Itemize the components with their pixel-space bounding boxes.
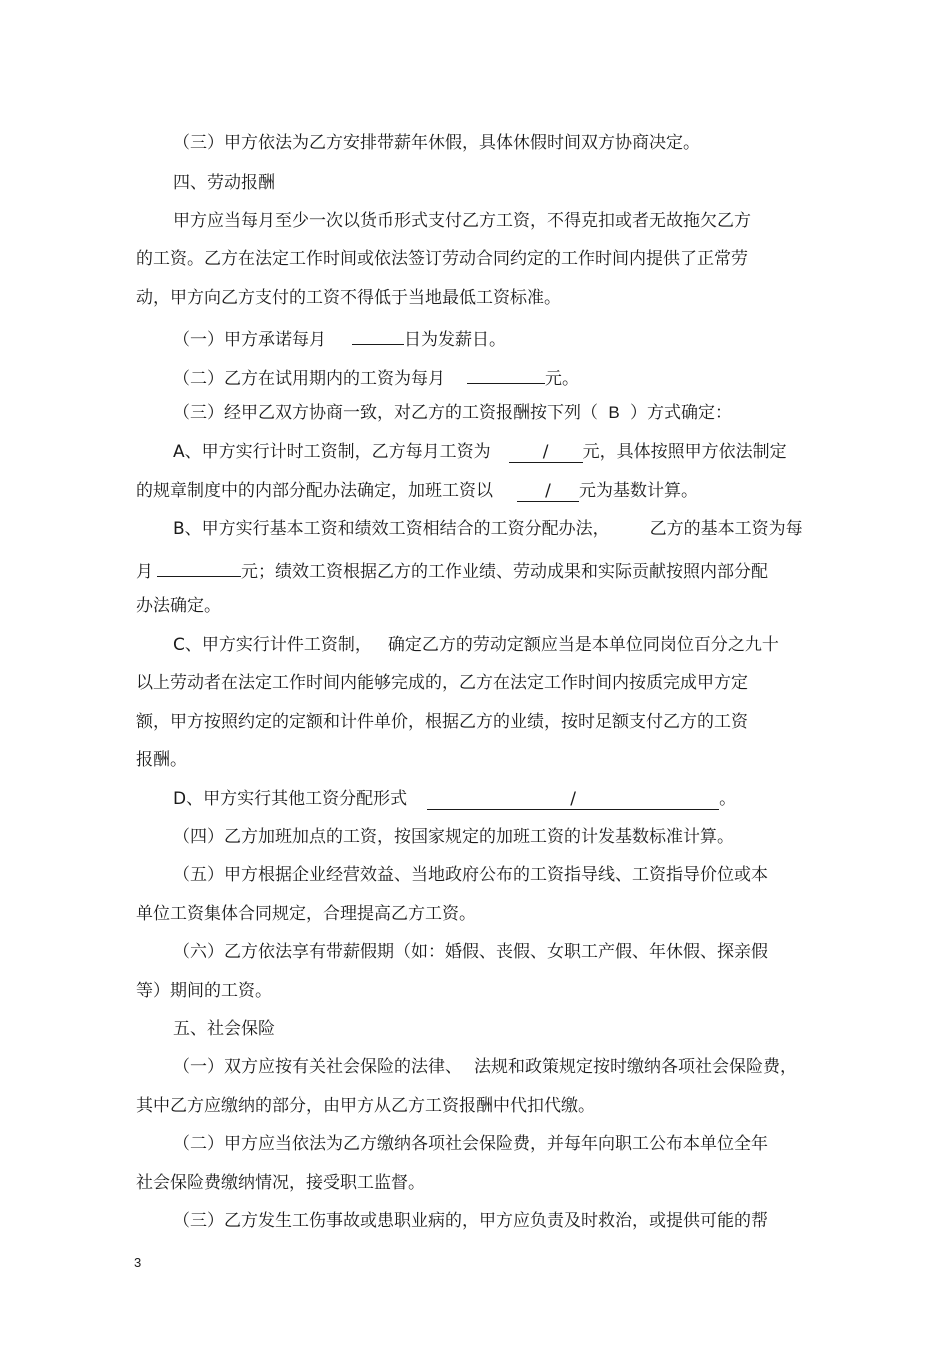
section-heading-social-insurance: 五、社会保险 [173,1019,275,1039]
paragraph-line: C、甲方实行计件工资制， 确定乙方的劳动定额应当是本单位同岗位百分之九十 [173,635,779,655]
paragraph-line: 额，甲方按照约定的定额和计件单价，根据乙方的业绩，按时足额支付乙方的工资 [136,712,748,732]
paragraph-line: （二）乙方在试用期内的工资为每月 元。 [173,364,579,390]
page-number: 3 [134,1255,142,1270]
paragraph-line: （一）双方应按有关社会保险的法律、 法规和政策规定按时缴纳各项社会保险费， [173,1057,797,1077]
paragraph-line: 月 元；绩效工资根据乙方的工作业绩、劳动成果和实际贡献按照内部分配 [136,557,768,583]
paragraph-line: （三）经甲乙双方协商一致，对乙方的工资报酬按下列（ B ）方式确定： [173,403,732,423]
paragraph-line: （三）甲方依法为乙方安排带薪年休假，具体休假时间双方协商决定。 [173,133,700,153]
paragraph-line: 单位工资集体合同规定，合理提高乙方工资。 [136,904,476,924]
paragraph-line: （六）乙方依法享有带薪假期（如：婚假、丧假、女职工产假、年休假、探亲假 [173,942,768,962]
paragraph-line: （二）甲方应当依法为乙方缴纳各项社会保险费，并每年向职工公布本单位全年 [173,1134,768,1154]
paragraph-line: 的规章制度中的内部分配办法确定，加班工资以 / 元为基数计算。 [136,481,698,501]
paragraph-line: B、甲方实行基本工资和绩效工资相结合的工资分配办法， 乙方的基本工资为每 [173,519,803,539]
paragraph-line: 的工资。乙方在法定工作时间或依法签订劳动合同约定的工作时间内提供了正常劳 [136,249,748,269]
paragraph-line: （一）甲方承诺每月 日为发薪日。 [173,325,506,351]
paragraph-line: 甲方应当每月至少一次以货币形式支付乙方工资，不得克扣或者无故拖欠乙方 [173,211,751,231]
paragraph-line: 动，甲方向乙方支付的工资不得低于当地最低工资标准。 [136,288,561,308]
paragraph-line: 报酬。 [136,750,187,770]
probation-wage-blank [467,364,545,384]
monthly-wage-blank: / [509,443,583,463]
base-wage-blank [157,557,241,577]
paragraph-line: 等）期间的工资。 [136,981,272,1001]
paragraph-line: A、甲方实行计时工资制，乙方每月工资为 / 元，具体按照甲方依法制定 [173,442,787,462]
paragraph-line: D、甲方实行其他工资分配形式 / 。 [173,789,737,809]
paragraph-line: （三）乙方发生工伤事故或患职业病的，甲方应负责及时救治，或提供可能的帮 [173,1211,768,1231]
paragraph-line: （五）甲方根据企业经营效益、当地政府公布的工资指导线、工资指导价位或本 [173,865,768,885]
paragraph-line: 以上劳动者在法定工作时间内能够完成的，乙方在法定工作时间内按质完成甲方定 [136,673,748,693]
paragraph-line: 社会保险费缴纳情况，接受职工监督。 [136,1173,425,1193]
payday-blank [352,325,404,345]
paragraph-line: （四）乙方加班加点的工资，按国家规定的加班工资的计发基数标准计算。 [173,827,734,847]
wage-method-choice: B [608,403,620,422]
paragraph-line: 其中乙方应缴纳的部分，由甲方从乙方工资报酬中代扣代缴。 [136,1096,595,1116]
paragraph-line: 办法确定。 [136,596,221,616]
overtime-base-blank: / [517,482,579,502]
section-heading-wages: 四、劳动报酬 [173,173,275,193]
other-wage-form-blank: / [427,790,719,810]
